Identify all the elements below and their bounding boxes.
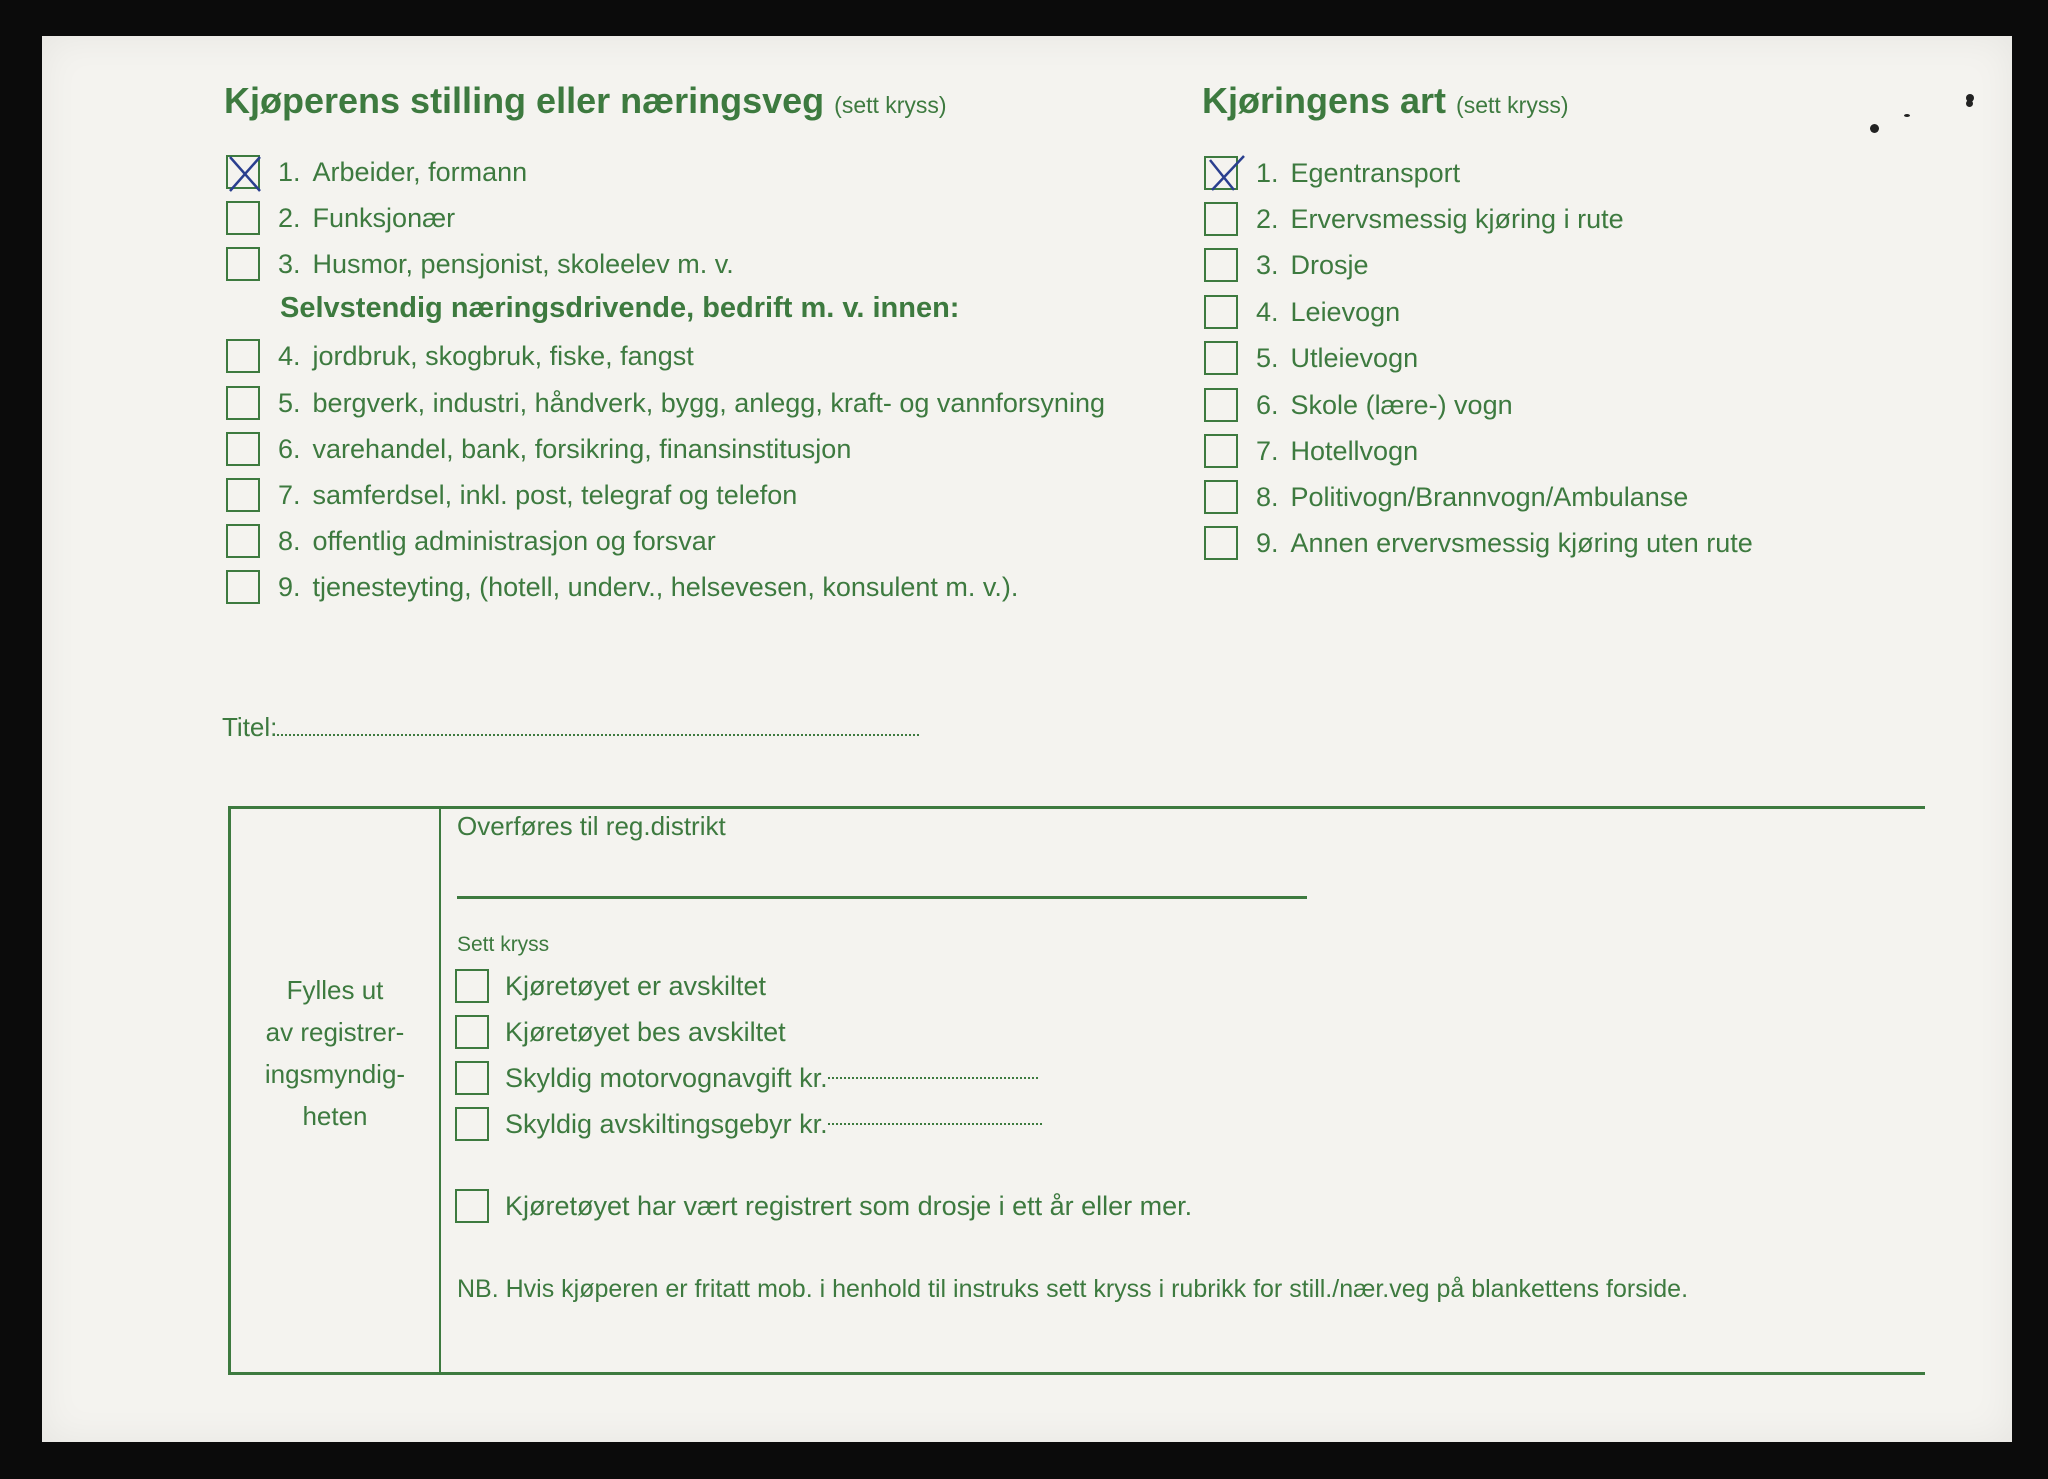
checkbox[interactable] <box>1204 248 1238 282</box>
occupation-option-9[interactable] <box>226 567 1018 607</box>
option-label: varehandel, bank, forsikring, finansinstitusjon <box>312 433 852 464</box>
checkbox[interactable] <box>1204 341 1238 375</box>
occupation-option-4[interactable] <box>226 336 694 376</box>
driving-type-heading <box>1202 80 1569 122</box>
plates-removed-option[interactable] <box>455 969 766 1003</box>
driving-option-2[interactable] <box>1204 199 1624 239</box>
checkbox[interactable] <box>1204 526 1238 560</box>
checkbox[interactable] <box>455 1061 489 1095</box>
option-label: Politivogn/Brannvogn/Ambulanse <box>1290 481 1689 512</box>
option-label: Ervervsmessig kjøring i rute <box>1290 203 1624 234</box>
fee-amount-dotted-line[interactable] <box>828 1123 1042 1125</box>
driving-option-8[interactable] <box>1204 477 1688 517</box>
option-label: samferdsel, inkl. post, telegraf og telefon <box>312 479 798 510</box>
checkbox[interactable] <box>226 478 260 512</box>
occupation-option-3[interactable] <box>226 244 734 284</box>
option-label: Kjøretøyet har vært registrert som drosje i ett år eller mer. <box>505 1190 1193 1221</box>
ink-speck <box>1966 100 1973 107</box>
registration-authority-box <box>228 806 1925 1375</box>
driving-option-6[interactable] <box>1204 385 1513 425</box>
motor-vehicle-tax-option[interactable] <box>455 1061 1038 1095</box>
self-employed-subheading: Selvstendig næringsdrivende, bedrift m. v. innen: <box>280 292 960 324</box>
plates-removal-request-option[interactable] <box>455 1015 786 1049</box>
option-number: 4. <box>1256 296 1279 327</box>
option-label: Drosje <box>1290 249 1369 280</box>
title-dotted-line[interactable] <box>277 734 919 736</box>
checkbox[interactable] <box>455 1107 489 1141</box>
transfer-district-line[interactable] <box>457 896 1307 899</box>
option-label: jordbruk, skogbruk, fiske, fangst <box>312 340 694 371</box>
driving-option-5[interactable] <box>1204 338 1418 378</box>
option-label: Kjøretøyet bes avskiltet <box>505 1016 786 1047</box>
option-label: offentlig administrasjon og forsvar <box>312 525 716 556</box>
checkbox[interactable] <box>226 247 260 281</box>
buyer-occupation-title: Kjøperens stilling eller næringsveg <box>224 80 825 121</box>
tax-amount-dotted-line[interactable] <box>828 1077 1038 1079</box>
occupation-option-7[interactable] <box>226 475 797 515</box>
checkbox[interactable] <box>455 1015 489 1049</box>
buyer-occupation-heading <box>224 80 947 122</box>
option-number: 3. <box>1256 249 1279 280</box>
transfer-district-label: Overføres til reg.distrikt <box>457 811 726 841</box>
checkbox[interactable] <box>226 386 260 420</box>
option-label: Funksjonær <box>312 202 456 233</box>
option-label: Arbeider, formann <box>312 156 528 187</box>
driving-option-3[interactable] <box>1204 245 1369 285</box>
registration-authority-label <box>231 969 439 1137</box>
checkbox[interactable] <box>1204 434 1238 468</box>
option-number: 2. <box>1256 203 1279 234</box>
occupation-option-2[interactable] <box>226 198 455 238</box>
driving-type-note: (sett kryss) <box>1456 92 1569 118</box>
cross-mark-icon <box>1204 154 1248 196</box>
occupation-option-6[interactable] <box>226 429 851 469</box>
registration-label-line: av registrer- <box>265 1017 405 1047</box>
sett-kryss-label: Sett kryss <box>457 933 550 956</box>
driving-option-9[interactable] <box>1204 523 1753 563</box>
option-number: 1. <box>1256 157 1279 188</box>
option-number: 5. <box>1256 342 1279 373</box>
option-number: 2. <box>278 202 301 233</box>
option-label: Egentransport <box>1290 157 1461 188</box>
checkbox[interactable] <box>455 1189 489 1223</box>
checkbox[interactable] <box>1204 156 1238 190</box>
registration-label-line: Fylles ut <box>286 975 384 1005</box>
option-label: Utleievogn <box>1290 342 1419 373</box>
checkbox[interactable] <box>1204 480 1238 514</box>
checkbox[interactable] <box>1204 202 1238 236</box>
taxi-registration-option[interactable] <box>455 1189 1192 1223</box>
checkbox[interactable] <box>226 524 260 558</box>
ink-speck <box>1870 124 1879 133</box>
driving-option-4[interactable] <box>1204 292 1400 332</box>
option-number: 4. <box>278 340 301 371</box>
option-number: 6. <box>1256 389 1279 420</box>
occupation-option-1[interactable] <box>226 152 527 192</box>
form-sheet <box>42 36 2012 1442</box>
option-label: bergverk, industri, håndverk, bygg, anlegg, kraft- og vannforsyning <box>312 387 1105 418</box>
registration-divider <box>439 809 441 1372</box>
option-number: 7. <box>1256 435 1279 466</box>
option-label: Hotellvogn <box>1290 435 1419 466</box>
checkbox[interactable] <box>226 339 260 373</box>
registration-label-line: heten <box>302 1101 368 1131</box>
driving-option-1[interactable] <box>1204 153 1460 193</box>
driving-type-title: Kjøringens art <box>1202 80 1447 121</box>
option-label: Skyldig avskiltingsgebyr kr. <box>505 1108 828 1139</box>
ink-speck <box>1904 114 1910 117</box>
registration-label-line: ingsmyndig- <box>264 1059 406 1089</box>
option-number: 9. <box>1256 527 1279 558</box>
option-number: 5. <box>278 387 301 418</box>
option-number: 9. <box>278 571 301 602</box>
cross-mark-icon <box>226 153 266 195</box>
occupation-option-8[interactable] <box>226 521 716 561</box>
option-number: 3. <box>278 248 301 279</box>
driving-option-7[interactable] <box>1204 431 1418 471</box>
option-number: 7. <box>278 479 301 510</box>
option-label: Kjøretøyet er avskiltet <box>505 970 767 1001</box>
plate-removal-fee-option[interactable] <box>455 1107 1042 1141</box>
option-number: 1. <box>278 156 301 187</box>
option-number: 6. <box>278 433 301 464</box>
title-field[interactable] <box>222 712 919 743</box>
option-label: Skole (lære-) vogn <box>1290 389 1513 420</box>
checkbox[interactable] <box>455 969 489 1003</box>
nb-note: NB. Hvis kjøperen er fritatt mob. i henhold til instruks sett kryss i rubrikk for still./nær.veg på blankettens forside. <box>457 1275 1689 1303</box>
checkbox[interactable] <box>226 570 260 604</box>
checkbox[interactable] <box>226 155 260 189</box>
buyer-occupation-note: (sett kryss) <box>834 92 947 118</box>
option-number: 8. <box>278 525 301 556</box>
option-label: Husmor, pensjonist, skoleelev m. v. <box>312 248 734 279</box>
option-label: tjenesteyting, (hotell, underv., helsevesen, konsulent m. v.). <box>312 571 1019 602</box>
occupation-option-5[interactable] <box>226 383 1105 423</box>
checkbox[interactable] <box>1204 388 1238 422</box>
option-label: Annen ervervsmessig kjøring uten rute <box>1290 527 1753 558</box>
checkbox[interactable] <box>1204 295 1238 329</box>
title-label: Titel: <box>222 712 278 742</box>
option-label: Leievogn <box>1290 296 1401 327</box>
option-label: Skyldig motorvognavgift kr. <box>505 1062 828 1093</box>
checkbox[interactable] <box>226 201 260 235</box>
checkbox[interactable] <box>226 432 260 466</box>
option-number: 8. <box>1256 481 1279 512</box>
